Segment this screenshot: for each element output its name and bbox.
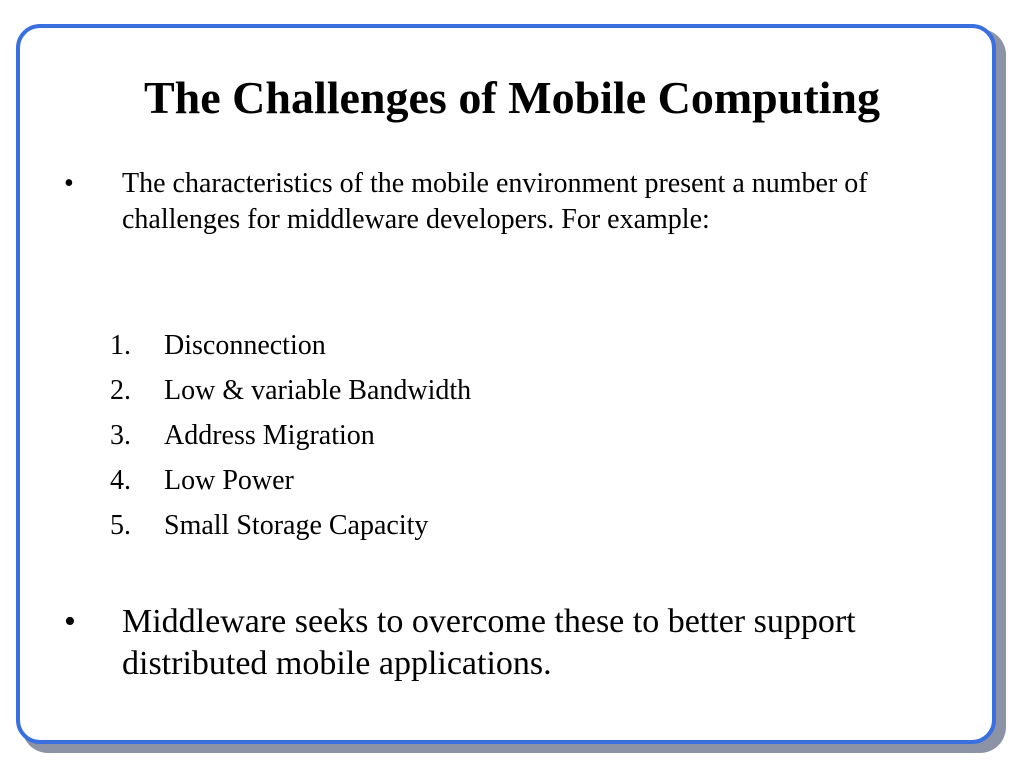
challenges-list xyxy=(110,328,471,553)
list-item xyxy=(110,328,471,373)
list-item-number: 4. xyxy=(110,465,131,496)
bullet-text: The characteristics of the mobile environment present a number of challenges for middleware developers. For example: xyxy=(122,168,868,235)
list-item-label: Small Storage Capacity xyxy=(164,510,429,541)
slide-title: The Challenges of Mobile Computing xyxy=(143,72,881,123)
list-item-label: Disconnection xyxy=(164,330,326,361)
list-item xyxy=(110,508,471,553)
bullet-dot-icon: • xyxy=(64,603,76,640)
list-item-number: 1. xyxy=(110,330,131,361)
list-item-number: 2. xyxy=(110,375,131,406)
list-item-label: Low & variable Bandwidth xyxy=(164,375,472,406)
list-item-label: Address Migration xyxy=(164,420,375,451)
list-item-number: 5. xyxy=(110,510,131,541)
list-item-number: 3. xyxy=(110,420,131,451)
list-item xyxy=(110,418,471,463)
bullet-dot-icon: • xyxy=(64,168,74,199)
list-item xyxy=(110,463,471,508)
bullet-text: Middleware seeks to overcome these to better support distributed mobile applications. xyxy=(122,603,856,682)
list-item xyxy=(110,373,471,418)
list-item-label: Low Power xyxy=(164,465,294,496)
